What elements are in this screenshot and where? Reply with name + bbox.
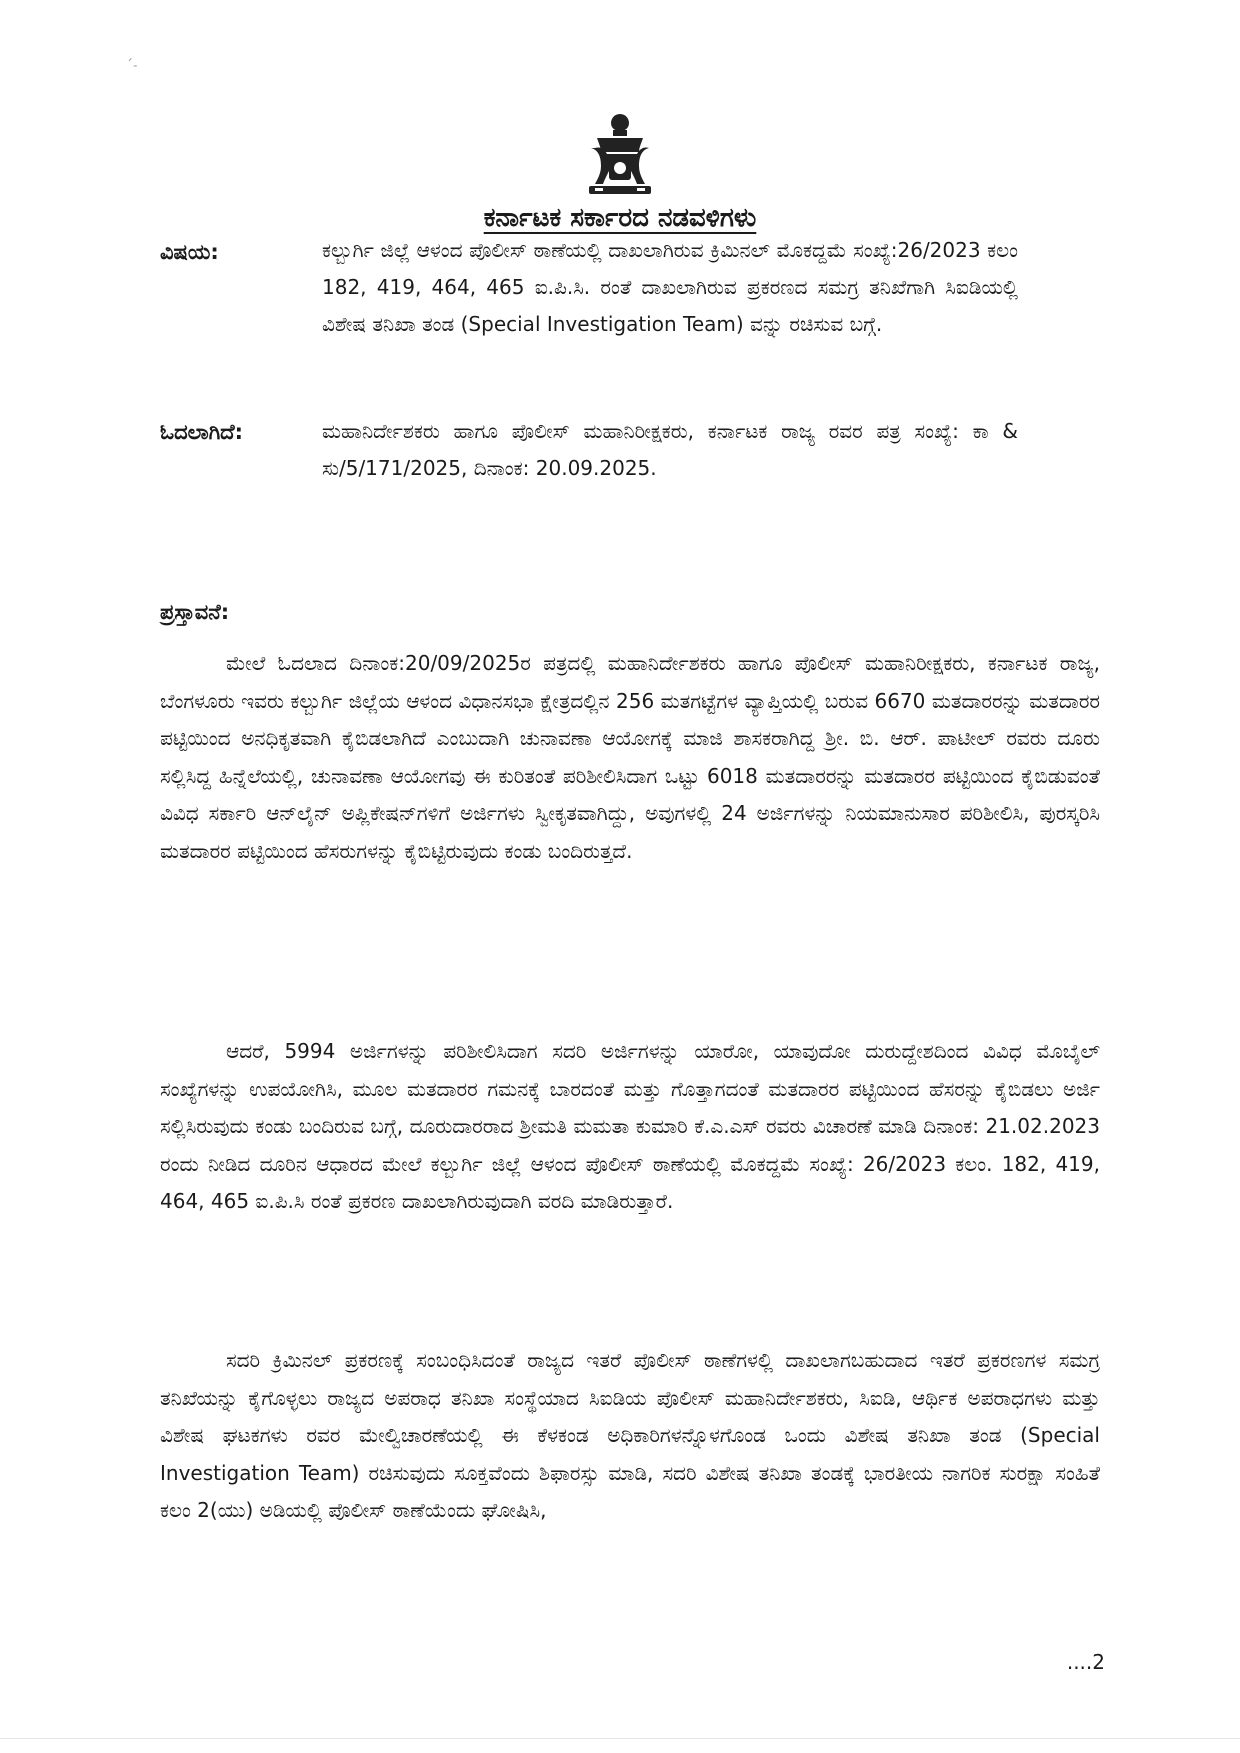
- karnataka-state-emblem-icon: [585, 112, 655, 198]
- page-title: ಕರ್ನಾಟಕ ಸರ್ಕಾರದ ನಡವಳಿಗಳು: [483, 203, 757, 233]
- subject-label: ವಿಷಯ:: [160, 240, 219, 264]
- preamble-paragraph-1: ಮೇಲೆ ಓದಲಾದ ದಿನಾಂಕ:20/09/2025ರ ಪತ್ರದಲ್ಲಿ ಮಹಾನಿರ್ದೇಶಕರು ಹಾಗೂ ಪೊಲೀಸ್ ಮಹಾನಿರೀಕ್ಷಕರು, ಕರ್ನಾಟಕ ರಾಜ್ಯ, ಬೆಂಗಳೂರು ಇವರು ಕಲ್ಬುರ್ಗಿ ಜಿಲ್ಲೆಯ ಆಳಂದ ವಿಧಾನಸಭಾ ಕ್ಷೇತ್ರದಲ್ಲಿನ 256 ಮತಗಟ್ಟೆಗಳ ವ್ಯಾಪ್ತಿಯಲ್ಲಿ ಬರುವ 6670 ಮತದಾರರನ್ನು ಮತದಾರರ ಪಟ್ಟಿಯಿಂದ ಅನಧಿಕೃತವಾಗಿ ಕೈಬಿಡಲಾಗಿದೆ ಎಂಬುದಾಗಿ ಚುನಾವಣಾ ಆಯೋಗಕ್ಕೆ ಮಾಜಿ ಶಾಸಕರಾಗಿದ್ದ ಶ್ರೀ. ಬಿ. ಆರ್. ಪಾಟೀಲ್ ರವರು ದೂರು ಸಲ್ಲಿಸಿದ್ದ ಹಿನ್ನೆಲೆಯಲ್ಲಿ, ಚುನಾವಣಾ ಆಯೋಗವು ಈ ಕುರಿತಂತೆ ಪರಿಶೀಲಿಸಿದಾಗ ಒಟ್ಟು 6018 ಮತದಾರರನ್ನು ಮತದಾರರ ಪಟ್ಟಿಯಿಂದ ಕೈಬಿಡುವಂತೆ ವಿವಿಧ ಸರ್ಕಾರಿ ಆನ್‌ಲೈನ್ ಅಪ್ಲಿಕೇಷನ್‌ಗಳಿಗೆ ಅರ್ಜಿಗಳು ಸ್ವೀಕೃತವಾಗಿದ್ದು, ಅವುಗಳಲ್ಲಿ 24 ಅರ್ಜಿಗಳನ್ನು ನಿಯಮಾನುಸಾರ ಪರಿಶೀಲಿಸಿ, ಪುರಸ್ಕರಿಸಿ ಮತದಾರರ ಪಟ್ಟಿಯಿಂದ ಹೆಸರುಗಳನ್ನು ಕೈಬಿಟ್ಟಿರುವುದು ಕಂಡು ಬಂದಿರುತ್ತದೆ.: [160, 651, 1100, 863]
- preamble-title: ಪ್ರಸ್ತಾವನೆ:: [160, 600, 230, 624]
- scan-mark: ˊ˗: [126, 58, 138, 74]
- scan-edge: [0, 1738, 1240, 1739]
- reference-label: ಓದಲಾಗಿದೆ:: [160, 420, 243, 444]
- reference-text: ಮಹಾನಿರ್ದೇಶಕರು ಹಾಗೂ ಪೊಲೀಸ್ ಮಹಾನಿರೀಕ್ಷಕರು, ಕರ್ನಾಟಕ ರಾಜ್ಯ ರವರ ಪತ್ರ ಸಂಖ್ಯೆ: ಕಾ & ಸು/5/171/2025, ದಿನಾಂಕ: 20.09.2025.: [322, 419, 1018, 480]
- subject-text: ಕಲ್ಬುರ್ಗಿ ಜಿಲ್ಲೆ ಆಳಂದ ಪೊಲೀಸ್ ಠಾಣೆಯಲ್ಲಿ ದಾಖಲಾಗಿರುವ ಕ್ರಿಮಿನಲ್ ಮೊಕದ್ದಮೆ ಸಂಖ್ಯೆ:26/2023 ಕಲಂ 182, 419, 464, 465 ಐ.ಪಿ.ಸಿ. ರಂತೆ ದಾಖಲಾಗಿರುವ ಪ್ರಕರಣದ ಸಮಗ್ರ ತನಿಖೆಗಾಗಿ ಸಿಐಡಿಯಲ್ಲಿ ವಿಶೇಷ ತನಿಖಾ ತಂಡ (Special Investigation Team) ವನ್ನು ರಚಿಸುವ ಬಗ್ಗೆ.: [322, 238, 1018, 336]
- page-continuation: ....2: [1066, 1650, 1105, 1674]
- preamble-paragraph-2: ಆದರೆ, 5994 ಅರ್ಜಿಗಳನ್ನು ಪರಿಶೀಲಿಸಿದಾಗ ಸದರಿ ಅರ್ಜಿಗಳನ್ನು ಯಾರೋ, ಯಾವುದೋ ದುರುದ್ದೇಶದಿಂದ ವಿವಿಧ ಮೊಬೈಲ್ ಸಂಖ್ಯೆಗಳನ್ನು ಉಪಯೋಗಿಸಿ, ಮೂಲ ಮತದಾರರ ಗಮನಕ್ಕೆ ಬಾರದಂತೆ ಮತ್ತು ಗೊತ್ತಾಗದಂತೆ ಮತದಾರರ ಪಟ್ಟಿಯಿಂದ ಹೆಸರನ್ನು ಕೈಬಿಡಲು ಅರ್ಜಿ ಸಲ್ಲಿಸಿರುವುದು ಕಂಡು ಬಂದಿರುವ ಬಗ್ಗೆ, ದೂರುದಾರರಾದ ಶ್ರೀಮತಿ ಮಮತಾ ಕುಮಾರಿ ಕೆ.ಎ.ಎಸ್ ರವರು ವಿಚಾರಣೆ ಮಾಡಿ ದಿನಾಂಕ: 21.02.2023 ರಂದು ನೀಡಿದ ದೂರಿನ ಆಧಾರದ ಮೇಲೆ ಕಲ್ಬುರ್ಗಿ ಜಿಲ್ಲೆ ಆಳಂದ ಪೊಲೀಸ್ ಠಾಣೆಯಲ್ಲಿ ಮೊಕದ್ದಮೆ ಸಂಖ್ಯೆ: 26/2023 ಕಲಂ. 182, 419, 464, 465 ಐ.ಪಿ.ಸಿ ರಂತೆ ಪ್ರಕರಣ ದಾಖಲಾಗಿರುವುದಾಗಿ ವರದಿ ಮಾಡಿರುತ್ತಾರೆ.: [160, 1039, 1100, 1213]
- preamble-paragraph-3: ಸದರಿ ಕ್ರಿಮಿನಲ್ ಪ್ರಕರಣಕ್ಕೆ ಸಂಬಂಧಿಸಿದಂತೆ ರಾಜ್ಯದ ಇತರೆ ಪೊಲೀಸ್ ಠಾಣೆಗಳಲ್ಲಿ ದಾಖಲಾಗಬಹುದಾದ ಇತರೆ ಪ್ರಕರಣಗಳ ಸಮಗ್ರ ತನಿಖೆಯನ್ನು ಕೈಗೊಳ್ಳಲು ರಾಜ್ಯದ ಅಪರಾಧ ತನಿಖಾ ಸಂಸ್ಥೆಯಾದ ಸಿಐಡಿಯ ಪೊಲೀಸ್ ಮಹಾನಿರ್ದೇಶಕರು, ಸಿಐಡಿ, ಆರ್ಥಿಕ ಅಪರಾಧಗಳು ಮತ್ತು ವಿಶೇಷ ಘಟಕಗಳು ರವರ ಮೇಲ್ವಿಚಾರಣೆಯಲ್ಲಿ ಈ ಕೆಳಕಂಡ ಅಧಿಕಾರಿಗಳನ್ನೊಳಗೊಂಡ ಒಂದು ವಿಶೇಷ ತನಿಖಾ ತಂಡ (Special Investigation Team) ರಚಿಸುವುದು ಸೂಕ್ತವೆಂದು ಶಿಫಾರಸ್ಸು ಮಾಡಿ, ಸದರಿ ವಿಶೇಷ ತನಿಖಾ ತಂಡಕ್ಕೆ ಭಾರತೀಯ ನಾಗರಿಕ ಸುರಕ್ಷಾ ಸಂಹಿತೆ ಕಲಂ 2(ಯು) ಅಡಿಯಲ್ಲಿ ಪೊಲೀಸ್ ಠಾಣೆಯೆಂದು ಘೋಷಿಸಿ,: [160, 1348, 1100, 1522]
